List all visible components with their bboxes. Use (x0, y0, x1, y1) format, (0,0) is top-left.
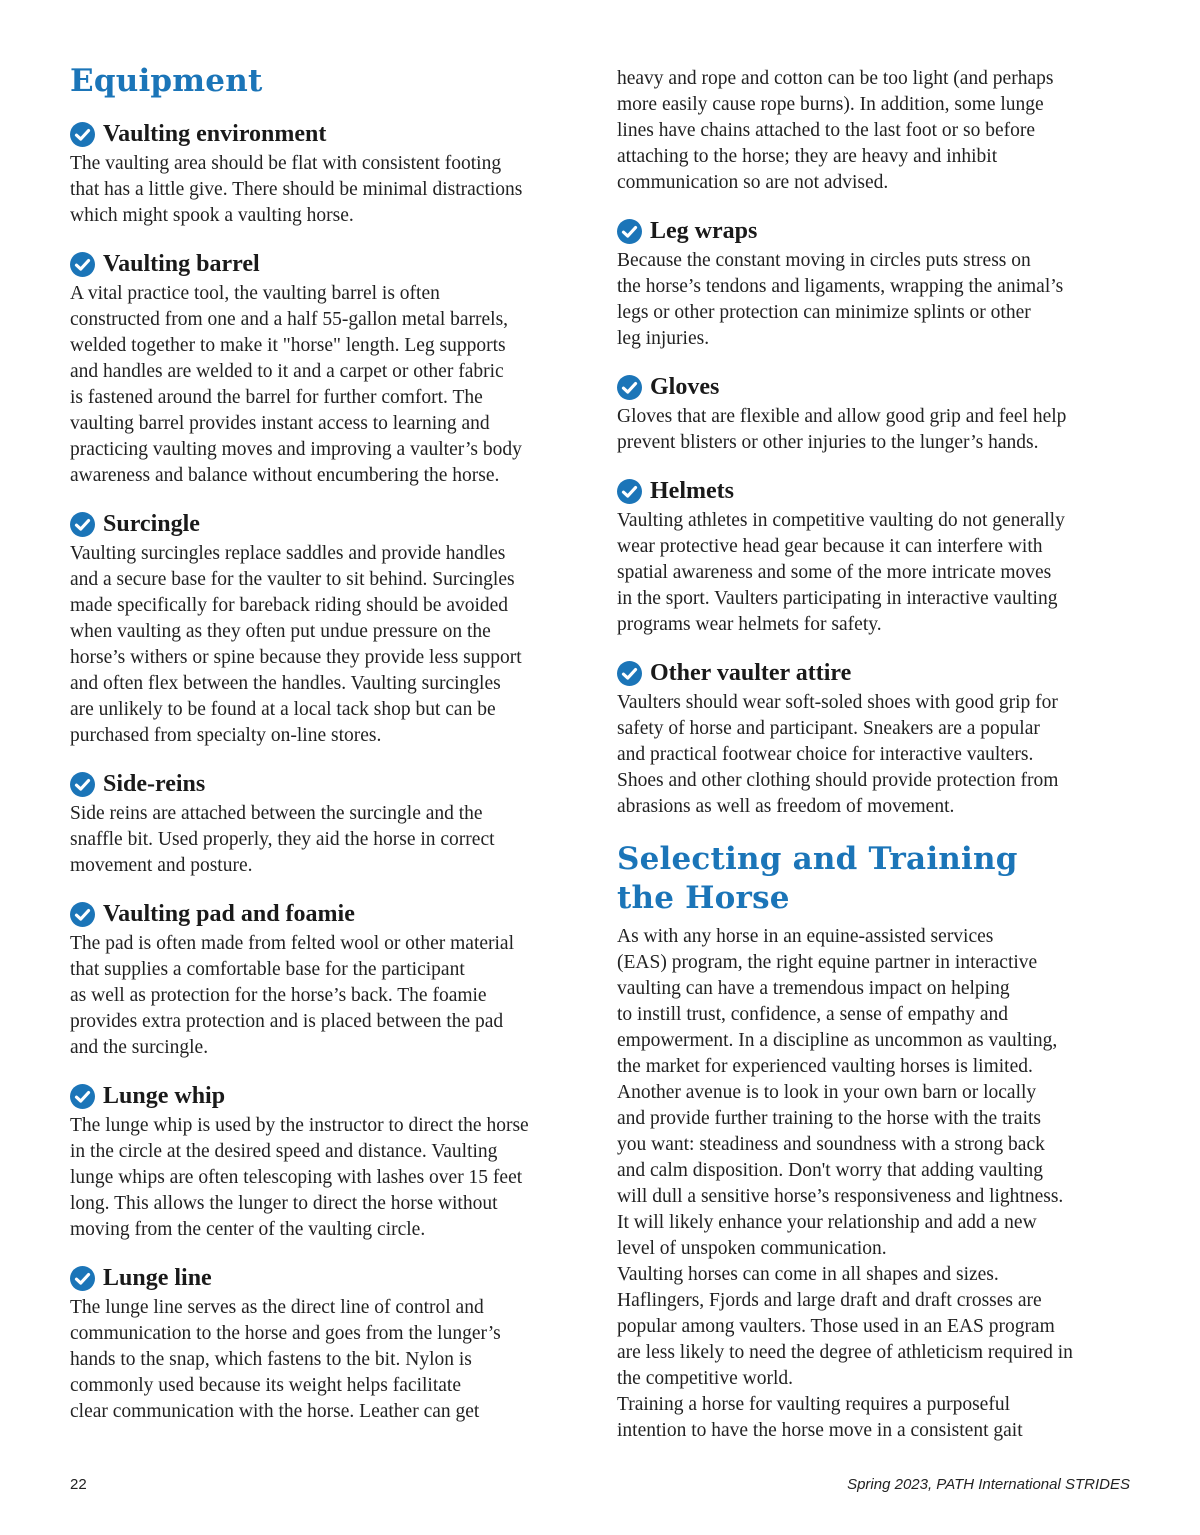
equipment-section (70, 509, 592, 749)
section-title: Vaulting pad and foamie (103, 901, 355, 927)
section-header (70, 1081, 592, 1111)
section-title: Side-reins (103, 771, 206, 797)
right-column (617, 66, 1132, 1444)
section-header (70, 249, 592, 279)
section-text: The pad is often made from felted wool or other material that supplies a comfortable base for the participant as well as protection for the horse’s back. The foamie provides extra protection and is placed between the pad and the surcingle. (70, 933, 515, 1058)
section-text: Vaulting surcingles replace saddles and provide handles and a secure base for the vaulter to sit behind. Surcingles made specifically for bareback riding should be avoided when vaulting as they often put undue pressure on the horse’s withers or spine because they provide less support and often flex between the handles. Vaulting surcingles are unlikely to be found at a local tack shop but can be purchased from specialty on-line stores. (70, 543, 522, 746)
section-header (70, 899, 592, 929)
section-text: Side reins are attached between the surcingle and the snaffle bit. Used properly, they aid the horse in correct movement and posture. (70, 803, 495, 876)
check-circle-icon (70, 1266, 95, 1291)
section-text: Gloves that are flexible and allow good grip and feel help prevent blisters or other injuries to the lunger’s hands. (617, 406, 1067, 453)
selecting-training-body (617, 924, 1132, 1444)
section-title: Lunge whip (103, 1083, 226, 1109)
section-title: Surcingle (103, 511, 200, 537)
equipment-section (70, 899, 592, 1061)
left-column (70, 62, 592, 1445)
check-circle-icon (70, 902, 95, 927)
section-text: A vital practice tool, the vaulting barrel is often constructed from one and a half 55-gallon metal barrels, welded together to make it "horse" length. Leg supports and handles are welded to it and a carpet or other fabric is fastened around the barrel for further comfort. The vaulting barrel provides instant access to learning and practicing vaulting moves and improving a vaulter’s body awareness and balance without encumbering the horse. (70, 283, 522, 486)
section-title: Leg wraps (650, 218, 758, 244)
section-title: Vaulting environment (103, 121, 327, 147)
equipment-section (70, 1081, 592, 1243)
right-sections (617, 216, 1132, 820)
equipment-section (617, 658, 1132, 820)
check-circle-icon (617, 661, 642, 686)
equipment-section (617, 476, 1132, 638)
page-number: 22 (70, 1476, 87, 1493)
equipment-section (70, 769, 592, 879)
section-title: Helmets (650, 478, 734, 504)
section-header (617, 216, 1132, 246)
lunge-line-continuation: heavy and rope and cotton can be too light (and perhaps more easily cause rope burns). In addition, some lunge lines have chains attached to the last foot or so before attaching to the horse; they are heavy and inhibit communication so are not advised. (617, 68, 1054, 193)
heading-line-2: the Horse (617, 880, 790, 916)
paragraph-3: Training a horse for vaulting requires a purposeful intention to have the horse move in a consistent gait (617, 1394, 1023, 1441)
selecting-training-heading (617, 840, 1132, 918)
check-circle-icon (70, 772, 95, 797)
equipment-section (70, 249, 592, 489)
left-sections (70, 119, 592, 1425)
section-header (70, 769, 592, 799)
equipment-section (70, 1263, 592, 1425)
equipment-section (617, 216, 1132, 352)
section-header (70, 509, 592, 539)
section-header (617, 372, 1132, 402)
check-circle-icon (70, 512, 95, 537)
equipment-heading: Equipment (70, 63, 263, 99)
section-text: Because the constant moving in circles puts stress on the horse’s tendons and ligaments, wrapping the animal’s legs or other protection can minimize splints or other leg injuries. (617, 250, 1064, 349)
section-title: Other vaulter attire (650, 660, 852, 686)
check-circle-icon (617, 219, 642, 244)
section-text: The vaulting area should be flat with consistent footing that has a little give. There should be minimal distractions which might spook a vaulting horse. (70, 153, 523, 226)
check-circle-icon (70, 1084, 95, 1109)
section-text: The lunge whip is used by the instructor to direct the horse in the circle at the desired speed and distance. Vaulting lunge whips are often telescoping with lashes over 15 feet long. This allows the lunger to direct the horse without moving from the center of the vaulting circle. (70, 1115, 529, 1240)
section-header (70, 1263, 592, 1293)
section-title: Vaulting barrel (103, 251, 260, 277)
paragraph-1: As with any horse in an equine-assisted services (EAS) program, the right equine partner in interactive vaulting can have a tremendous impact on helping to instill trust, confidence, a sense of empathy and empowerment. In a discipline as uncommon as vaulting, the market for experienced vaulting horses is limited. Another avenue is to look in your own barn or locally and provide further training to the horse with the traits you want: steadiness and soundness with a strong back and calm disposition. Don't worry that adding vaulting will dull a sensitive horse’s responsiveness and lightness. It will likely enhance your relationship and add a new level of unspoken communication. (617, 926, 1064, 1259)
check-circle-icon (70, 252, 95, 277)
section-title: Lunge line (103, 1265, 212, 1291)
heading-line-1: Selecting and Training (617, 841, 1018, 877)
section-header (617, 658, 1132, 688)
equipment-section (70, 119, 592, 229)
section-text: The lunge line serves as the direct line of control and communication to the horse and goes from the lunger’s hands to the snap, which fastens to the bit. Nylon is commonly used because its weight helps facilitate clear communication with the horse. Leather can get (70, 1297, 501, 1422)
check-circle-icon (617, 375, 642, 400)
section-header (617, 476, 1132, 506)
section-text: Vaulters should wear soft-soled shoes with good grip for safety of horse and participant. Sneakers are a popular and practical footwear choice for interactive vaulters. Shoes and other clothing should provide protection from abrasions as well as freedom of movement. (617, 692, 1059, 817)
section-title: Gloves (650, 374, 720, 400)
paragraph-2: Vaulting horses can come in all shapes and sizes. Haflingers, Fjords and large draft and draft crosses are popular among vaulters. Those used in an EAS program are less likely to need the degree of athleticism required in the competitive world. (617, 1264, 1073, 1389)
section-text: Vaulting athletes in competitive vaulting do not generally wear protective head gear because it can interfere with spatial awareness and some of the more intricate moves in the sport. Vaulters participating in interactive vaulting programs wear helmets for safety. (617, 510, 1065, 635)
equipment-section (617, 372, 1132, 456)
check-circle-icon (70, 122, 95, 147)
check-circle-icon (617, 479, 642, 504)
section-header (70, 119, 592, 149)
publication-credit: Spring 2023, PATH International STRIDES (847, 1476, 1130, 1493)
